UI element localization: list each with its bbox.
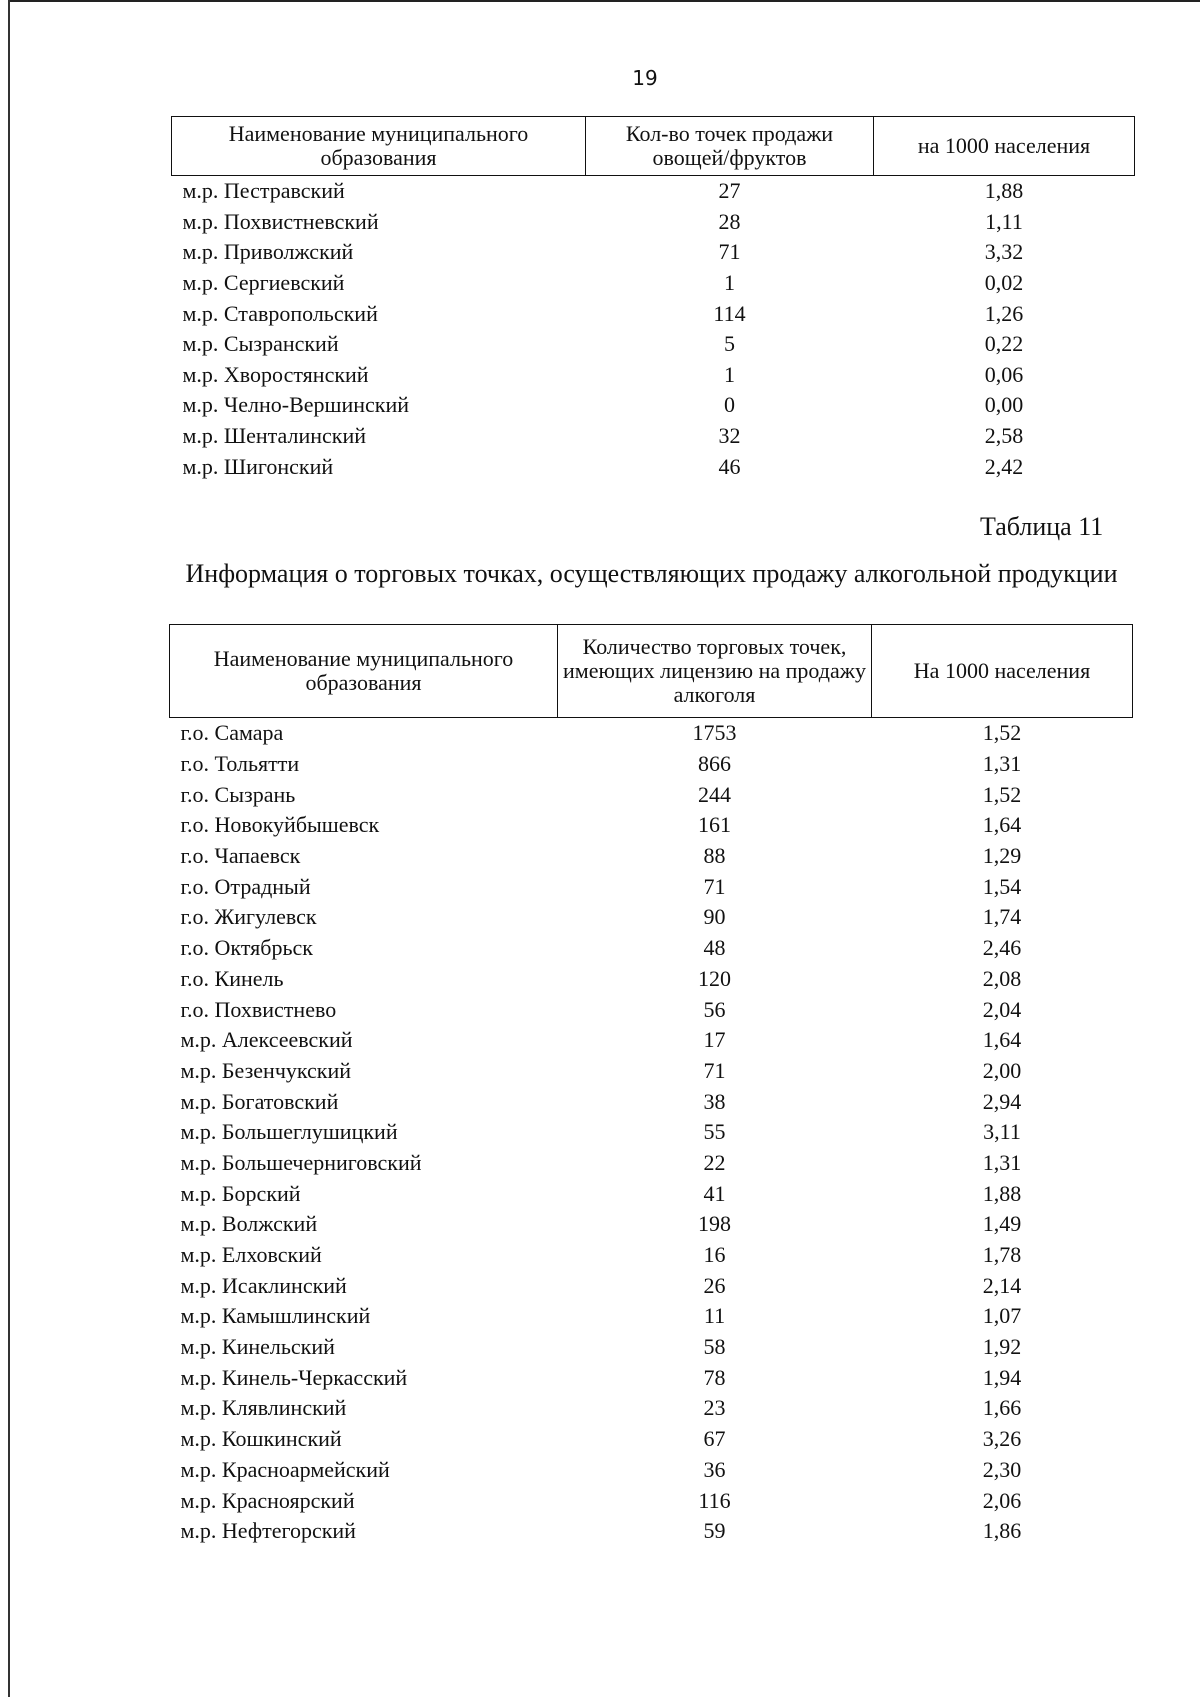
table-row <box>170 779 1133 810</box>
scan-border-top <box>8 0 1200 2</box>
cell-count: 67 <box>703 1426 726 1452</box>
cell-count: 32 <box>718 423 741 449</box>
table-row <box>170 1332 1133 1363</box>
header-municipality: Наименование муниципального образования <box>172 117 586 176</box>
table-row <box>170 902 1133 933</box>
cell-municipality: м.р. Безенчукский <box>180 1057 352 1083</box>
cell-per-1000: 0,06 <box>984 361 1024 387</box>
cell-per-1000: 1,64 <box>982 812 1022 838</box>
vegetable-fruit-outlets-table <box>171 116 1135 482</box>
table-row <box>170 1393 1133 1424</box>
cell-count: 71 <box>703 873 726 899</box>
table-header-row <box>170 625 1133 718</box>
cell-per-1000: 3,32 <box>984 239 1024 265</box>
cell-count: 90 <box>703 904 726 930</box>
cell-per-1000: 1,64 <box>982 1027 1022 1053</box>
table-row <box>170 1301 1133 1332</box>
cell-municipality: м.р. Большечерниговский <box>180 1149 422 1175</box>
cell-count: 78 <box>703 1364 726 1390</box>
cell-municipality: г.о. Октябрьск <box>180 935 313 961</box>
cell-municipality: м.р. Камышлинский <box>180 1303 371 1329</box>
header-outlet-count: Кол-во точек продажи овощей/фруктов <box>586 117 874 176</box>
cell-per-1000: 1,54 <box>982 873 1022 899</box>
cell-count: 71 <box>703 1057 726 1083</box>
cell-municipality: м.р. Исаклинский <box>180 1272 347 1298</box>
cell-per-1000: 0,22 <box>984 331 1024 357</box>
cell-count: 1 <box>724 270 735 296</box>
cell-municipality: г.о. Самара <box>180 720 284 746</box>
cell-municipality: м.р. Волжский <box>180 1211 318 1237</box>
table-row <box>170 1148 1133 1179</box>
header-per-1000: На 1000 населения <box>872 625 1133 718</box>
cell-municipality: м.р. Сергиевский <box>182 270 345 296</box>
cell-municipality: г.о. Отрадный <box>180 873 311 899</box>
table-row <box>172 298 1135 329</box>
cell-municipality: м.р. Челно-Вершинский <box>182 392 409 418</box>
alcohol-outlets-table <box>169 624 1133 1547</box>
cell-per-1000: 1,88 <box>984 178 1024 204</box>
table-row <box>172 237 1135 268</box>
cell-per-1000: 1,66 <box>982 1395 1022 1421</box>
cell-count: 55 <box>703 1119 726 1145</box>
page-number: 19 <box>632 66 658 90</box>
cell-municipality: м.р. Кошкинский <box>180 1426 342 1452</box>
table-row <box>172 176 1135 207</box>
cell-municipality: м.р. Шенталинский <box>182 423 367 449</box>
cell-municipality: м.р. Елховский <box>180 1242 322 1268</box>
table-row <box>170 1424 1133 1455</box>
table-row <box>172 390 1135 421</box>
cell-count: 48 <box>703 935 726 961</box>
table-row <box>170 718 1133 749</box>
cell-municipality: м.р. Красноярский <box>180 1487 355 1513</box>
cell-count: 56 <box>703 996 726 1022</box>
cell-municipality: м.р. Кинель-Черкасский <box>180 1364 408 1390</box>
cell-per-1000: 1,29 <box>982 843 1022 869</box>
cell-municipality: м.р. Нефтегорский <box>180 1518 356 1544</box>
table-row <box>170 1270 1133 1301</box>
table-row <box>170 1209 1133 1240</box>
table-row <box>170 1086 1133 1117</box>
table-row <box>170 933 1133 964</box>
cell-per-1000: 3,11 <box>983 1119 1021 1145</box>
table-row <box>170 1362 1133 1393</box>
cell-municipality: г.о. Тольятти <box>180 751 300 777</box>
cell-municipality: м.р. Хворостянский <box>182 361 369 387</box>
cell-per-1000: 2,14 <box>982 1272 1022 1298</box>
cell-per-1000: 1,07 <box>982 1303 1022 1329</box>
cell-per-1000: 2,04 <box>982 996 1022 1022</box>
table-row <box>170 810 1133 841</box>
table-caption: Таблица 11 <box>980 512 1104 541</box>
cell-count: 198 <box>698 1211 731 1237</box>
cell-municipality: м.р. Похвистневский <box>182 208 379 234</box>
cell-municipality: г.о. Сызрань <box>180 781 296 807</box>
cell-per-1000: 2,58 <box>984 423 1024 449</box>
table-row <box>170 1117 1133 1148</box>
cell-per-1000: 2,06 <box>982 1487 1022 1513</box>
cell-count: 26 <box>703 1272 726 1298</box>
cell-municipality: г.о. Кинель <box>180 965 284 991</box>
cell-per-1000: 2,94 <box>982 1088 1022 1114</box>
cell-count: 5 <box>724 331 735 357</box>
cell-count: 23 <box>703 1395 726 1421</box>
cell-municipality: м.р. Алексеевский <box>180 1027 353 1053</box>
cell-per-1000: 2,00 <box>982 1057 1022 1083</box>
cell-municipality: м.р. Пестравский <box>182 178 345 204</box>
table-row <box>170 871 1133 902</box>
cell-municipality: г.о. Новокуйбышевск <box>180 812 380 838</box>
cell-count: 116 <box>698 1487 731 1513</box>
cell-count: 11 <box>703 1303 726 1329</box>
cell-per-1000: 1,31 <box>982 1149 1022 1175</box>
cell-municipality: м.р. Шигонский <box>182 453 334 479</box>
cell-municipality: м.р. Красноармейский <box>180 1456 390 1482</box>
cell-count: 22 <box>703 1149 726 1175</box>
cell-per-1000: 1,52 <box>982 720 1022 746</box>
cell-municipality: м.р. Борский <box>180 1180 301 1206</box>
cell-per-1000: 1,88 <box>982 1180 1022 1206</box>
cell-municipality: г.о. Похвистнево <box>180 996 337 1022</box>
table-row <box>170 1025 1133 1056</box>
table-row <box>170 1485 1133 1516</box>
header-municipality: Наименование муниципального образования <box>170 625 558 718</box>
cell-count: 59 <box>703 1518 726 1544</box>
cell-municipality: м.р. Богатовский <box>180 1088 339 1114</box>
table-row <box>170 1240 1133 1271</box>
cell-per-1000: 0,00 <box>984 392 1024 418</box>
cell-per-1000: 1,78 <box>982 1242 1022 1268</box>
cell-count: 120 <box>698 965 731 991</box>
table-row <box>170 1455 1133 1486</box>
cell-count: 866 <box>698 751 731 777</box>
scan-border-left <box>8 0 10 1697</box>
cell-municipality: г.о. Жигулевск <box>180 904 317 930</box>
cell-count: 1753 <box>692 720 737 746</box>
cell-count: 0 <box>724 392 735 418</box>
table-row <box>170 1056 1133 1087</box>
cell-count: 161 <box>698 812 731 838</box>
cell-per-1000: 1,92 <box>982 1334 1022 1360</box>
table-row <box>170 1178 1133 1209</box>
header-per-1000: на 1000 населения <box>874 117 1135 176</box>
cell-count: 1 <box>724 361 735 387</box>
table-row <box>170 841 1133 872</box>
table-row <box>170 994 1133 1025</box>
cell-municipality: м.р. Приволжский <box>182 239 354 265</box>
cell-count: 27 <box>718 178 741 204</box>
cell-count: 38 <box>703 1088 726 1114</box>
cell-count: 36 <box>703 1456 726 1482</box>
cell-per-1000: 3,26 <box>982 1426 1022 1452</box>
cell-per-1000: 1,49 <box>982 1211 1022 1237</box>
table-row <box>172 421 1135 452</box>
cell-count: 28 <box>718 208 741 234</box>
cell-municipality: г.о. Чапаевск <box>180 843 301 869</box>
cell-per-1000: 2,42 <box>984 453 1024 479</box>
cell-count: 88 <box>703 843 726 869</box>
table-header-row <box>172 117 1135 176</box>
cell-count: 71 <box>718 239 741 265</box>
cell-per-1000: 1,74 <box>982 904 1022 930</box>
cell-count: 17 <box>703 1027 726 1053</box>
cell-per-1000: 1,52 <box>982 781 1022 807</box>
cell-count: 244 <box>698 781 731 807</box>
cell-per-1000: 2,08 <box>982 965 1022 991</box>
table-row <box>170 1516 1133 1547</box>
table-body <box>172 176 1135 482</box>
header-licensed-outlets: Количество торговых точек, имеющих лицензию на продажу алкоголя <box>558 625 872 718</box>
table-row <box>172 451 1135 482</box>
cell-per-1000: 1,31 <box>982 751 1022 777</box>
cell-count: 114 <box>713 300 746 326</box>
cell-municipality: м.р. Ставропольский <box>182 300 378 326</box>
cell-per-1000: 1,26 <box>984 300 1024 326</box>
cell-count: 46 <box>718 453 741 479</box>
table-title: Информация о торговых точках, осуществляющих продажу алкогольной продукции <box>185 559 1118 588</box>
cell-municipality: м.р. Клявлинский <box>180 1395 347 1421</box>
table-row <box>170 749 1133 780</box>
cell-per-1000: 1,86 <box>982 1518 1022 1544</box>
table-body <box>170 718 1133 1547</box>
cell-per-1000: 0,02 <box>984 270 1024 296</box>
cell-count: 58 <box>703 1334 726 1360</box>
table-row <box>170 964 1133 995</box>
cell-per-1000: 1,11 <box>985 208 1023 234</box>
cell-municipality: м.р. Большеглушицкий <box>180 1119 398 1145</box>
cell-per-1000: 2,46 <box>982 935 1022 961</box>
cell-per-1000: 1,94 <box>982 1364 1022 1390</box>
table-row <box>172 329 1135 360</box>
cell-municipality: м.р. Кинельский <box>180 1334 335 1360</box>
table-row <box>172 207 1135 238</box>
cell-count: 41 <box>703 1180 726 1206</box>
cell-municipality: м.р. Сызранский <box>182 331 339 357</box>
cell-per-1000: 2,30 <box>982 1456 1022 1482</box>
cell-count: 16 <box>703 1242 726 1268</box>
table-row <box>172 360 1135 391</box>
table-row <box>172 268 1135 299</box>
